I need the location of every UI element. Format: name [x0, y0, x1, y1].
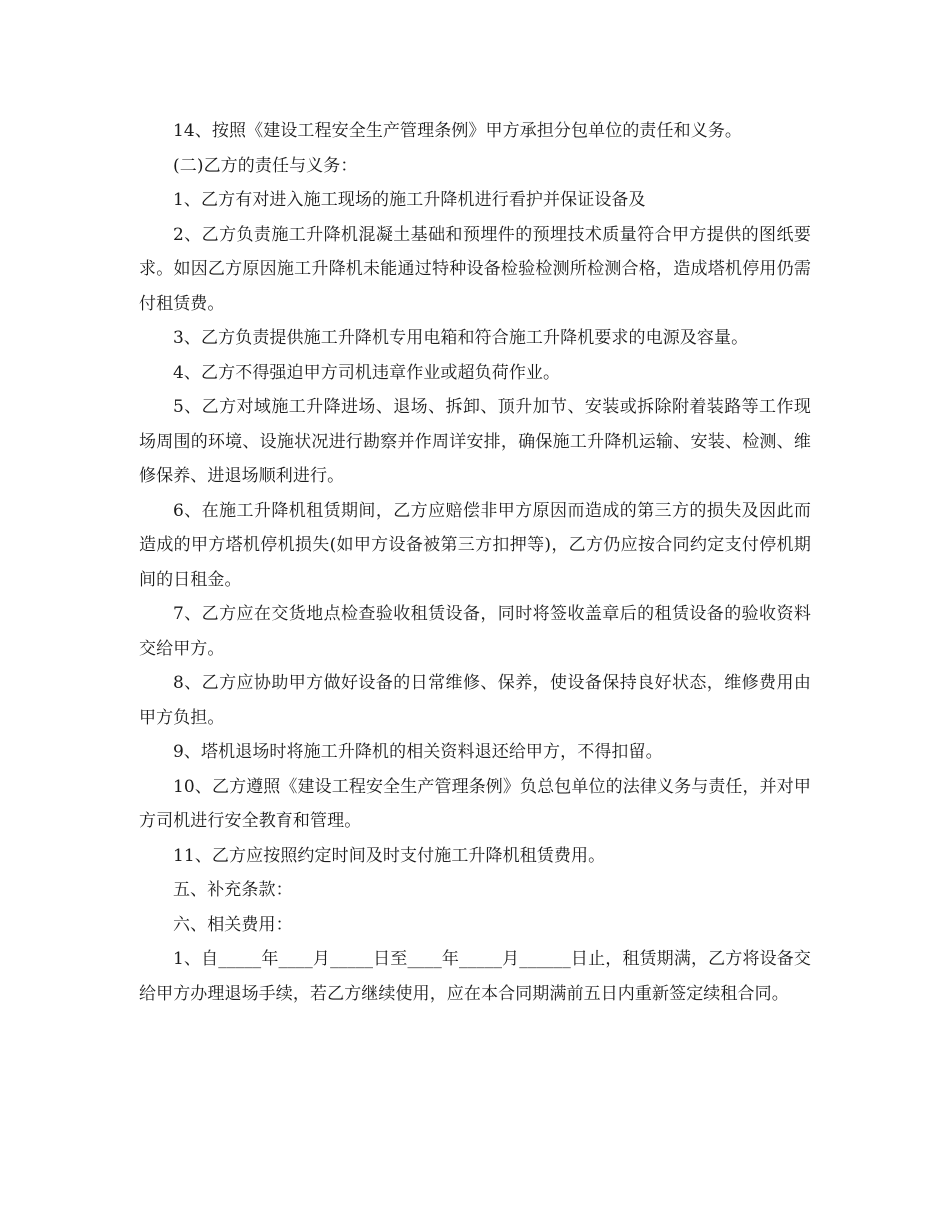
paragraph-b-clause-11: 11、乙方应按照约定时间及时支付施工升降机租赁费用。: [173, 845, 606, 866]
paragraph-clause-14: 14、按照《建设工程安全生产管理条例》甲方承担分包单位的责任和义务。: [173, 121, 743, 141]
paragraph-fees-clause-1: 1、自_____年____月_____日至____年_____月______日止，租赁期满，乙方将设备交给甲方办理退场手续，若乙方继续使用，应在本合同期满前五日内重新签定续租合同。: [139, 949, 811, 1004]
paragraph-b-clause-8: 8、乙方应协助甲方做好设备的日常维修、保养，使设备保持良好状态，维修费用由甲方负担。: [139, 673, 811, 728]
paragraph-section-supplementary-heading: 五、补充条款：: [173, 880, 293, 900]
paragraph-b-clause-5: 5、乙方对域施工升降进场、退场、拆卸、顶升加节、安装或拆除附着装路等工作现场周围的环境、设施状况进行勘察并作周详安排，确保施工升降机运输、安装、检测、维修保养、进退场顺利进行。: [139, 397, 811, 486]
paragraph-section-party-b-heading: (二)乙方的责任与义务：: [173, 155, 358, 176]
paragraph-b-clause-6: 6、在施工升降机租赁期间，乙方应赔偿非甲方原因而造成的第三方的损失及因此而造成的甲方塔机停机损失(如甲方设备被第三方扣押等)，乙方仍应按合同约定支付停机期间的日租金。: [139, 500, 811, 590]
document-body: [139, 114, 811, 1011]
paragraph-b-clause-4: 4、乙方不得强迫甲方司机违章作业或超负荷作业。: [173, 362, 561, 383]
paragraph-b-clause-7: 7、乙方应在交货地点检查验收租赁设备，同时将签收盖章后的租赁设备的验收资料交给甲方。: [139, 604, 811, 659]
paragraph-b-clause-9: 9、塔机退场时将施工升降机的相关资料退还给甲方，不得扣留。: [173, 742, 663, 762]
paragraph-section-fees-heading: 六、相关费用：: [173, 914, 293, 935]
paragraph-b-clause-3: 3、乙方负责提供施工升降机专用电箱和符合施工升降机要求的电源及容量。: [173, 328, 749, 348]
paragraph-b-clause-2: 2、乙方负责施工升降机混凝土基础和预埋件的预埋技术质量符合甲方提供的图纸要求。如因乙方原因施工升降机未能通过特种设备检验检测所检测合格，造成塔机停用仍需付租赁费。: [139, 224, 811, 314]
paragraph-b-clause-1: 1、乙方有对进入施工现场的施工升降机进行看护并保证设备及: [173, 190, 646, 210]
paragraph-b-clause-10: 10、乙方遵照《建设工程安全生产管理条例》负总包单位的法律义务与责任，并对甲方司机进行安全教育和管理。: [139, 776, 811, 831]
